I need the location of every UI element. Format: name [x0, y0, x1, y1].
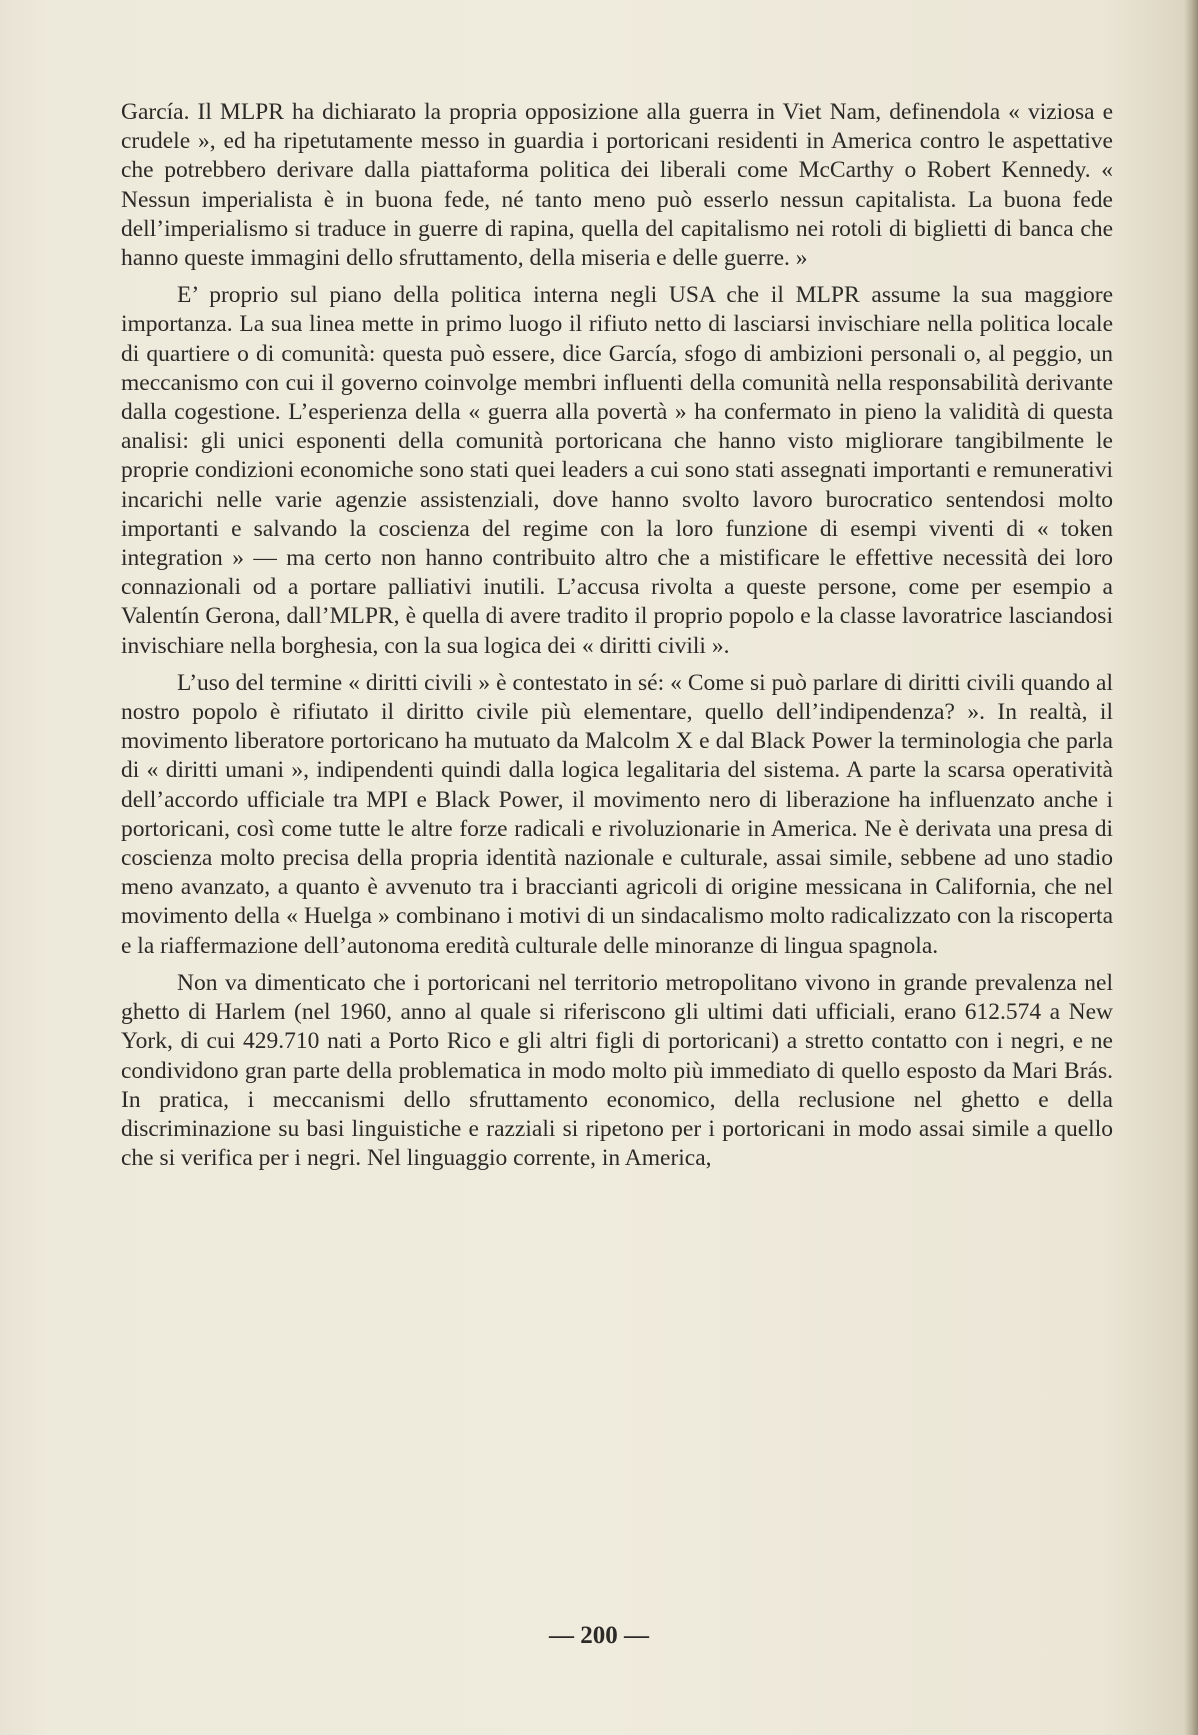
page-number: — 200 — — [549, 1622, 649, 1649]
paragraph-2: E’ proprio sul piano della politica interna negli USA che il MLPR assume la sua maggiore importanza. La sua linea mette in primo luogo il rifiuto netto di lasciarsi invischiare nella politica locale di quartiere o di comunità: questa può essere, dice García, sfogo di ambizioni personali o, al peggio, un meccanismo con cui il governo coinvolge membri influenti della comunità nella responsabilità derivante dalla cogestione. L’esperienza della « guerra alla povertà » ha confermato in pieno la validità di questa analisi: gli unici esponenti della comunità portoricana che hanno visto migliorare tangibilmente le proprie condizioni economiche sono stati quei leaders a cui sono stati assegnati importanti e remunerativi incarichi nelle varie agenzie assistenziali, dove hanno svolto lavoro burocratico sentendosi molto importanti e salvando la coscienza del regime con la loro funzione di esempi viventi di « token integration » — ma certo non hanno contribuito altro che a mistificare le effettive necessità dei loro connazionali od a portare palliativi inutili. L’accusa rivolta a queste persone, come per esempio a Valentín Gerona, dall’MLPR, è quella di avere tradito il proprio popolo e la classe lavoratrice lasciandosi invischiare nella borghesia, con la sua logica dei « diritti civili ». — [121, 282, 1113, 659]
paragraph-1: García. Il MLPR ha dichiarato la propria opposizione alla guerra in Viet Nam, definendola « viziosa e crudele », ed ha ripetutamente messo in guardia i portoricani residenti in America contro le aspettative che potrebbero derivare dalla piattaforma politica dei liberali come McCarthy o Robert Kennedy. « Nessun imperialista è in buona fede, né tanto meno può esserlo nessun capitalista. La buona fede dell’imperialismo si traduce in guerre di rapina, quella del capitalismo nei rotoli di biglietti di banca che hanno queste immagini dello sfruttamento, della miseria e delle guerre. » — [121, 99, 1113, 272]
page-edge-shadow — [1184, 0, 1198, 1735]
paragraph-3: L’uso del termine « diritti civili » è contestato in sé: « Come si può parlare di diritti civili quando al nostro popolo è rifiutato il diritto civile più elementare, quello dell’indipendenza? ». In realtà, il movimento liberatore portoricano ha mutuato da Malcolm X e dal Black Power la terminologia che parla di « diritti umani », indipendenti quindi dalla logica legalitaria del sistema. A parte la scarsa operatività dell’accordo ufficiale tra MPI e Black Power, il movimento nero di liberazione ha influenzato anche i portoricani, così come tutte le altre forze radicali e rivoluzionarie in America. Ne è derivata una presa di coscienza molto precisa della propria identità nazionale e culturale, assai simile, sebbene ad uno stadio meno avanzato, a quanto è avvenuto tra i braccianti agricoli di origine messicana in California, che nel movimento della « Huelga » combinano i motivi di un sindacalismo molto radicalizzato con la riscoperta e la riaffermazione dell’autonoma eredità culturale delle minoranze di lingua spagnola. — [121, 669, 1113, 959]
body-text — [121, 98, 1113, 1181]
paragraph-4: Non va dimenticato che i portoricani nel territorio metropolitano vivono in grande prevalenza nel ghetto di Harlem (nel 1960, anno al quale si riferiscono gli ultimi dati ufficiali, erano 612.574 a New York, di cui 429.710 nati a Porto Rico e gli altri figli di portoricani) a stretto contatto con i negri, e ne condividono gran parte della problematica in modo molto più immediato di quello esposto da Mari Brás. In pratica, i meccanismi dello sfruttamento economico, della reclusione nel ghetto e della discriminazione su basi linguistiche e razziali si ripetono per i portoricani in modo assai simile a quello che si verifica per i negri. Nel linguaggio corrente, in America, — [121, 969, 1113, 1172]
